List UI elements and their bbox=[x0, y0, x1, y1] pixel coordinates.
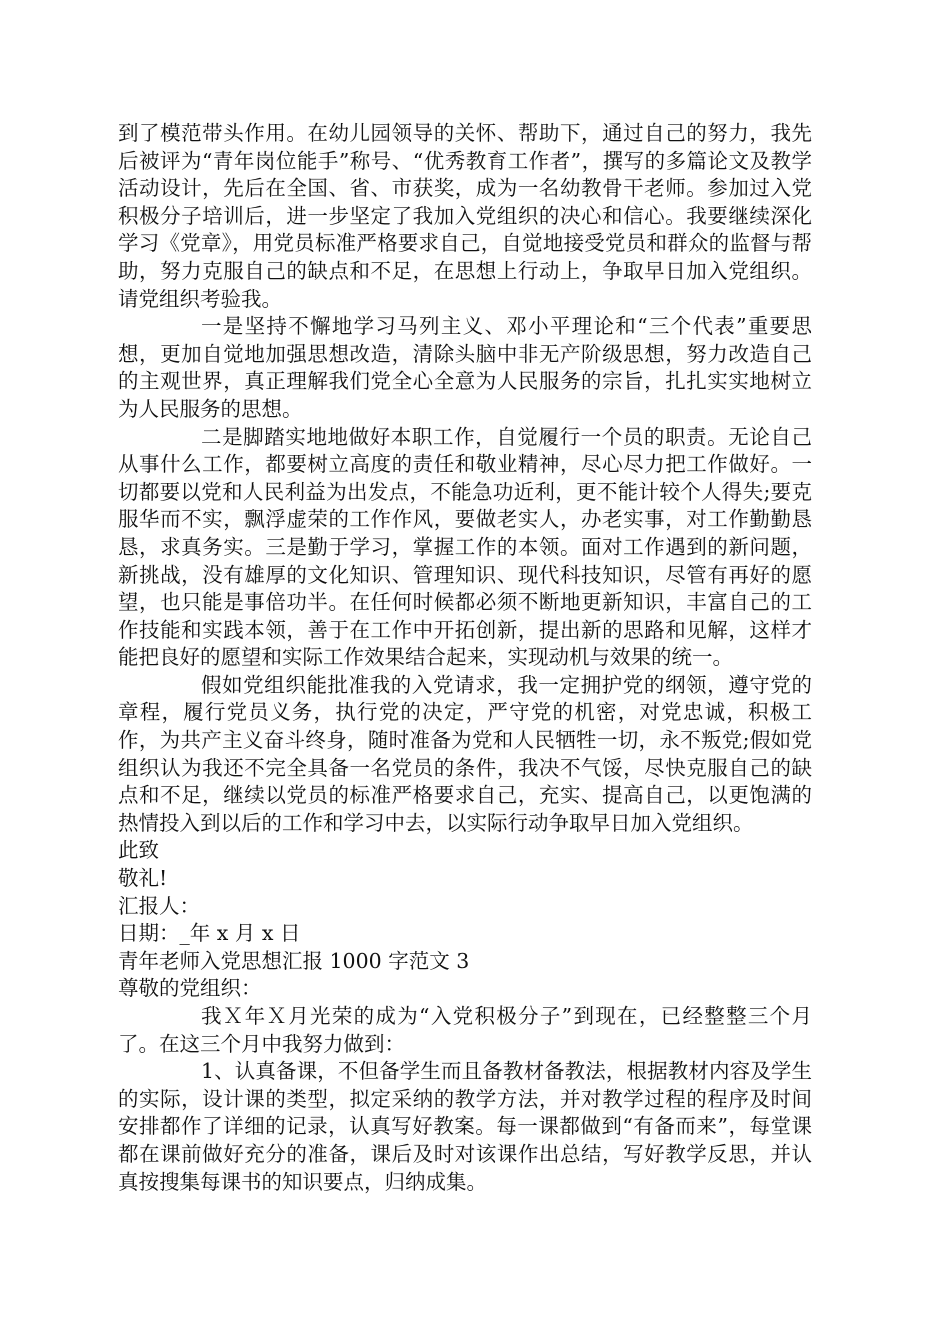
reporter-line: 汇报人： bbox=[118, 893, 200, 918]
paragraph-intro: 我Ｘ年Ｘ月光荣的成为“入党积极分子”到现在，已经整整三个月了。在这三个月中我努力做到： bbox=[118, 1004, 812, 1056]
paragraph-point-two-three: 二是脚踏实地地做好本职工作，自觉履行一个员的职责。无论自己从事什么工作，都要树立高度的责任和敬业精神，尽心尽力把工作做好。一切都要以党和人民利益为出发点，不能急功近利，更不能计较个人得失;要克服华而不实，飘浮虚荣的工作作风，要做老实人，办老实事，对工作勤勤恳恳，求真务实。三是勤于学习，掌握工作的本领。面对工作遇到的新问题，新挑战，没有雄厚的文化知识、管理知识、现代科技知识，尽管有再好的愿望，也只能是事倍功半。在任何时候都必须不断地更新知识，丰富自己的工作技能和实践本领，善于在工作中开拓创新，提出新的思路和见解，这样才能把良好的愿望和实际工作效果结合起来，实现动机与效果的统一。 bbox=[118, 424, 812, 670]
section-title: 青年老师入党思想汇报 1000 字范文 3 bbox=[118, 948, 470, 973]
paragraph-commitment: 假如党组织能批准我的入党请求，我一定拥护党的纲领，遵守党的章程，履行党员义务，执行党的决定，严守党的机密，对党忠诚，积极工作，为共产主义奋斗终身，随时准备为党和人民牺牲一切，永不叛党;假如党组织认为我还不完全具备一名党员的条件，我决不气馁，尽快克服自己的缺点和不足，继续以党员的标准严格要求自己，充实、提高自己，以更饱满的热情投入到以后的工作和学习中去，以实际行动争取早日加入党组织。 bbox=[118, 672, 812, 835]
document-body bbox=[118, 120, 812, 1196]
closing-regards: 敬礼! bbox=[118, 866, 168, 891]
paragraph-continuation: 到了模范带头作用。在幼儿园领导的关怀、帮助下，通过自己的努力，我先后被评为“青年岗位能手”称号、“优秀教育工作者”，撰写的多篇论文及教学活动设计，先后在全国、省、市获奖，成为一名幼教骨干老师。参加过入党积极分子培训后，进一步坚定了我加入党组织的决心和信心。我要继续深化学习《党章》，用党员标准严格要求自己，自觉地接受党员和群众的监督与帮助，努力克服自己的缺点和不足，在思想上行动上，争取早日加入党组织。请党组织考验我。 bbox=[118, 121, 812, 311]
paragraph-item-one: 1、认真备课，不但备学生而且备教材备教法，根据教材内容及学生的实际，设计课的类型，拟定采纳的教学方法，并对教学过程的程序及时间安排都作了详细的记录，认真写好教案。每一课都做到“有备而来”，每堂课都在课前做好充分的准备，课后及时对该课作出总结，写好教学反思，并认真按搜集每课书的知识要点，归纳成集。 bbox=[118, 1059, 812, 1194]
greeting-line: 尊敬的党组织： bbox=[118, 976, 262, 1001]
closing-salutation: 此致 bbox=[118, 838, 159, 863]
date-line: 日期：_年 x 月 x 日 bbox=[118, 921, 301, 946]
paragraph-point-one: 一是坚持不懈地学习马列主义、邓小平理论和“三个代表”重要思想，更加自觉地加强思想改造，清除头脑中非无产阶级思想，努力改造自己的主观世界，真正理解我们党全心全意为人民服务的宗旨，扎扎实实地树立为人民服务的思想。 bbox=[118, 314, 812, 421]
